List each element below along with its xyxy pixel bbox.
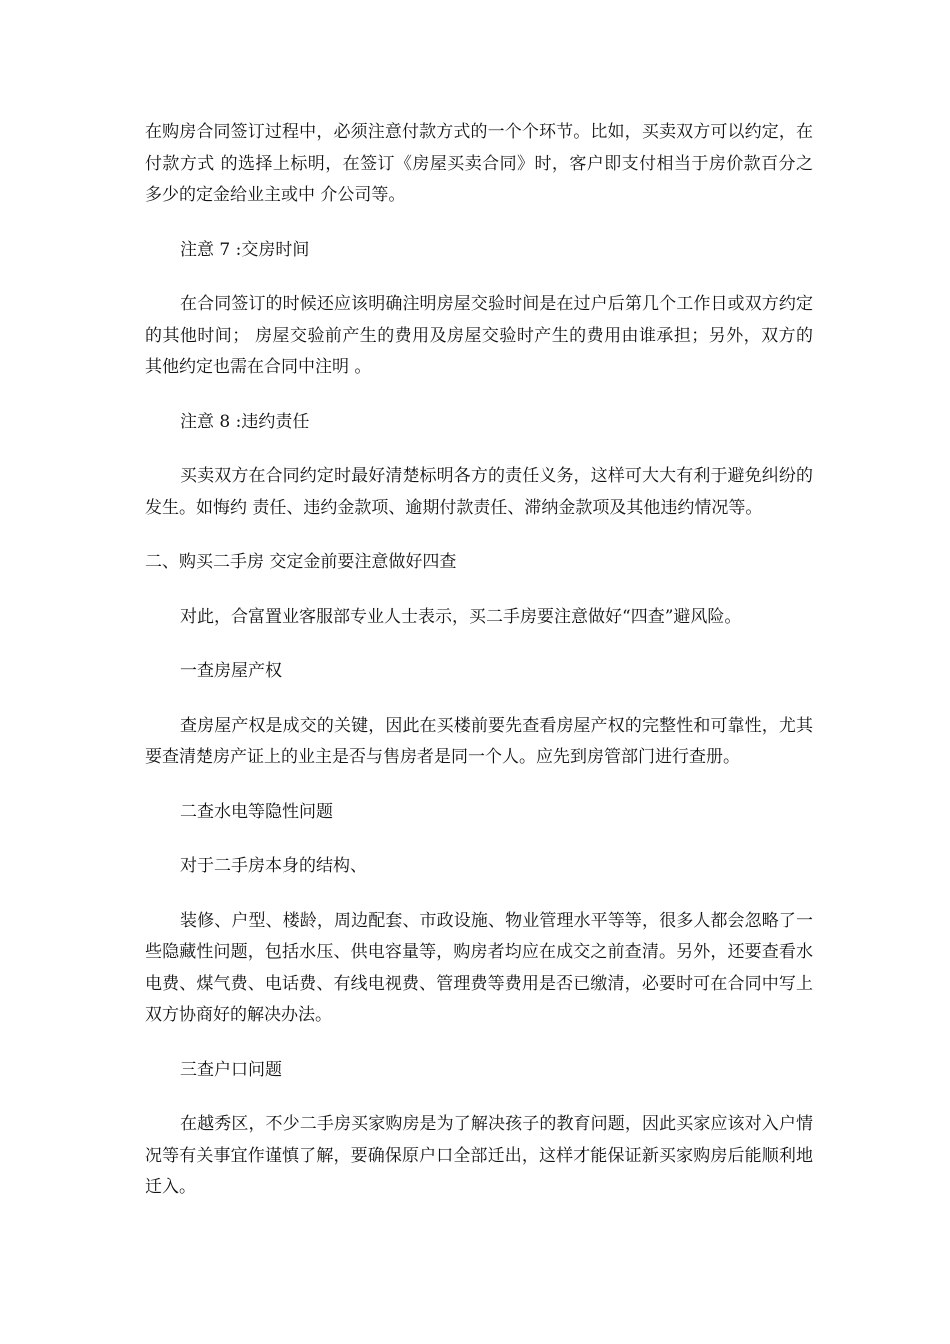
paragraph-payment-method: 在购房合同签订过程中，必须注意付款方式的一个个环节。比如，买卖双方可以约定，在付款方式 的选择上标明，在签订《房屋买卖合同》时，客户即支付相当于房价款百分之多少的定金给业主或中 介公司等。 bbox=[145, 122, 813, 205]
heading-check-household-registration: 三查户口问题 bbox=[180, 1059, 282, 1080]
paragraph-property-rights: 查房屋产权是成交的关键，因此在买楼前要先查看房屋产权的完整性和可靠性，尤其要查清楚房产证上的业主是否与售房者是同一个人。应先到房管部门进行查册。 bbox=[145, 715, 813, 767]
heading-note-8-liability: 注意 8 :违约责任 bbox=[180, 411, 310, 432]
paragraph-liability: 买卖双方在合同约定时最好清楚标明各方的责任义务，这样可大大有利于避免纠纷的发生。如悔约 责任、违约金款项、逾期付款责任、滞纳金款项及其他违约情况等。 bbox=[145, 466, 813, 518]
heading-check-property-rights: 一查房屋产权 bbox=[180, 661, 282, 681]
paragraph-structure: 对于二手房本身的结构、 bbox=[180, 856, 367, 876]
heading-check-hidden-issues: 二查水电等隐性问题 bbox=[180, 801, 333, 822]
paragraph-four-checks-intro: 对此，合富置业客服部专业人士表示，买二手房要注意做好“四查”避风险。 bbox=[180, 606, 742, 627]
paragraph-handover-time: 在合同签订的时候还应该明确注明房屋交验时间是在过户后第几个工作日或双方约定的其他时间； 房屋交验前产生的费用及房屋交验时产生的费用由谁承担；另外，双方的其他约定也需在合同中注明 。 bbox=[145, 294, 813, 377]
heading-note-7-handover-time: 注意 7 :交房时间 bbox=[180, 239, 310, 260]
document-body bbox=[145, 117, 813, 1227]
section-heading-four-checks: 二、购买二手房 交定金前要注意做好四查 bbox=[145, 552, 457, 572]
paragraph-hidden-issues: 装修、户型、楼龄，周边配套、市政设施、物业管理水平等等，很多人都会忽略了一些隐藏性问题，包括水压、供电容量等，购房者均应在成交之前查清。另外，还要查看水电费、煤气费、电话费、有线电视费、管理费等费用是否已缴清，必要时可在合同中写上双方协商好的解决办法。 bbox=[145, 910, 813, 1025]
paragraph-household-registration: 在越秀区，不少二手房买家购房是为了解决孩子的教育问题，因此买家应该对入户情况等有关事宜作谨慎了解，要确保原户口全部迁出，这样才能保证新买家购房后能顺利地迁入。 bbox=[145, 1114, 813, 1197]
